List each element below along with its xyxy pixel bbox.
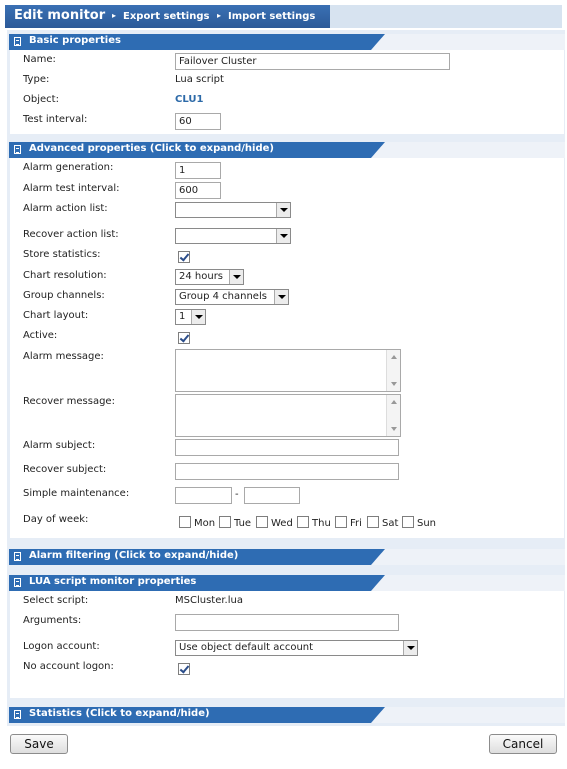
day-checkbox-thu[interactable] [297,516,309,528]
day-label-sun: Sun [417,518,437,529]
active-checkbox[interactable] [178,332,190,344]
save-button[interactable]: Save [10,734,68,754]
select-script-value: MSCluster.lua [175,595,243,606]
day-label-fri: Fri [350,518,362,529]
chart-layout-select[interactable]: 1 [175,309,206,325]
alarm-action-list-label: Alarm action list: [23,203,108,214]
section-basic-properties[interactable] [9,34,565,50]
section-title: Alarm filtering (Click to expand/hide) [29,550,239,561]
document-icon [14,37,21,46]
day-of-week-label: Day of week: [23,514,89,525]
recover-subject-label: Recover subject: [23,464,107,475]
logon-account-label: Logon account: [23,641,100,652]
chevron-right-icon: ▸ [112,11,117,20]
document-icon [14,710,21,719]
section-alarm-filtering[interactable] [9,549,565,565]
arguments-input[interactable] [175,614,399,631]
test-interval-label: Test interval: [23,114,88,125]
chevron-down-icon [403,641,417,655]
alarm-subject-label: Alarm subject: [23,440,96,451]
day-checkbox-wed[interactable] [256,516,268,528]
section-lua-script[interactable] [9,575,565,591]
test-interval-input[interactable]: 60 [175,113,221,130]
day-label-mon: Mon [194,518,216,529]
no-account-logon-checkbox[interactable] [178,663,190,675]
chevron-down-icon [276,229,290,243]
cancel-button[interactable]: Cancel [489,734,557,754]
section-title: Statistics (Click to expand/hide) [29,708,210,719]
alarm-subject-input[interactable] [175,439,399,456]
day-checkbox-tue[interactable] [219,516,231,528]
import-settings-link[interactable]: Import settings [228,11,316,22]
logon-account-select[interactable]: Use object default account [175,640,418,656]
chart-resolution-select[interactable]: 24 hours [175,269,244,285]
type-label: Type: [23,74,50,85]
recover-action-list-select[interactable] [175,228,291,244]
type-value: Lua script [175,74,224,85]
section-title: Advanced properties (Click to expand/hide) [29,143,274,154]
alarm-generation-label: Alarm generation: [23,162,114,173]
alarm-test-interval-label: Alarm test interval: [23,183,120,194]
section-statistics[interactable] [9,707,565,723]
name-label: Name: [23,54,56,65]
chart-layout-label: Chart layout: [23,310,89,321]
section-title: LUA script monitor properties [29,576,197,587]
day-label-tue: Tue [234,518,252,529]
recover-message-label: Recover message: [23,396,115,407]
simple-maintenance-label: Simple maintenance: [23,488,130,499]
arguments-label: Arguments: [23,615,82,626]
day-label-sat: Sat [382,518,399,529]
object-link[interactable]: CLU1 [175,94,204,105]
group-channels-select[interactable]: Group 4 channels [175,289,289,305]
scroll-up-icon[interactable] [391,355,397,359]
scroll-down-icon[interactable] [391,427,397,431]
chevron-down-icon [274,290,288,304]
chevron-down-icon [229,270,243,284]
section-advanced-properties[interactable] [9,142,565,158]
day-checkbox-sun[interactable] [402,516,414,528]
store-statistics-checkbox[interactable] [178,251,190,263]
header-title-bar [5,5,330,28]
chart-resolution-label: Chart resolution: [23,270,107,281]
chevron-down-icon [276,203,290,217]
alarm-message-textarea[interactable] [175,349,401,392]
active-label: Active: [23,330,58,341]
day-label-thu: Thu [312,518,331,529]
maintenance-end-input[interactable] [244,487,300,504]
group-channels-label: Group channels: [23,290,105,301]
day-label-wed: Wed [271,518,293,529]
alarm-message-label: Alarm message: [23,351,104,362]
scroll-up-icon[interactable] [391,400,397,404]
day-checkbox-fri[interactable] [335,516,347,528]
maintenance-separator: - [235,489,239,500]
chevron-right-icon: ▸ [217,11,222,20]
alarm-test-interval-input[interactable]: 600 [175,182,221,199]
page-header [5,5,562,28]
document-icon [14,145,21,154]
store-statistics-label: Store statistics: [23,249,101,260]
select-script-label: Select script: [23,595,89,606]
day-checkbox-mon[interactable] [179,516,191,528]
page-title: Edit monitor [14,8,106,23]
document-icon [14,578,21,587]
chevron-down-icon [191,310,205,324]
no-account-logon-label: No account logon: [23,661,114,672]
name-input[interactable]: Failover Cluster [175,53,450,70]
recover-message-textarea[interactable] [175,394,401,437]
object-label: Object: [23,94,59,105]
alarm-action-list-select[interactable] [175,202,291,218]
recover-action-list-label: Recover action list: [23,229,119,240]
section-title: Basic properties [29,35,121,46]
day-checkbox-sat[interactable] [367,516,379,528]
document-icon [14,552,21,561]
export-settings-link[interactable]: Export settings [123,11,210,22]
alarm-generation-input[interactable]: 1 [175,162,221,179]
scroll-down-icon[interactable] [391,382,397,386]
maintenance-start-input[interactable] [175,487,232,504]
recover-subject-input[interactable] [175,463,399,480]
